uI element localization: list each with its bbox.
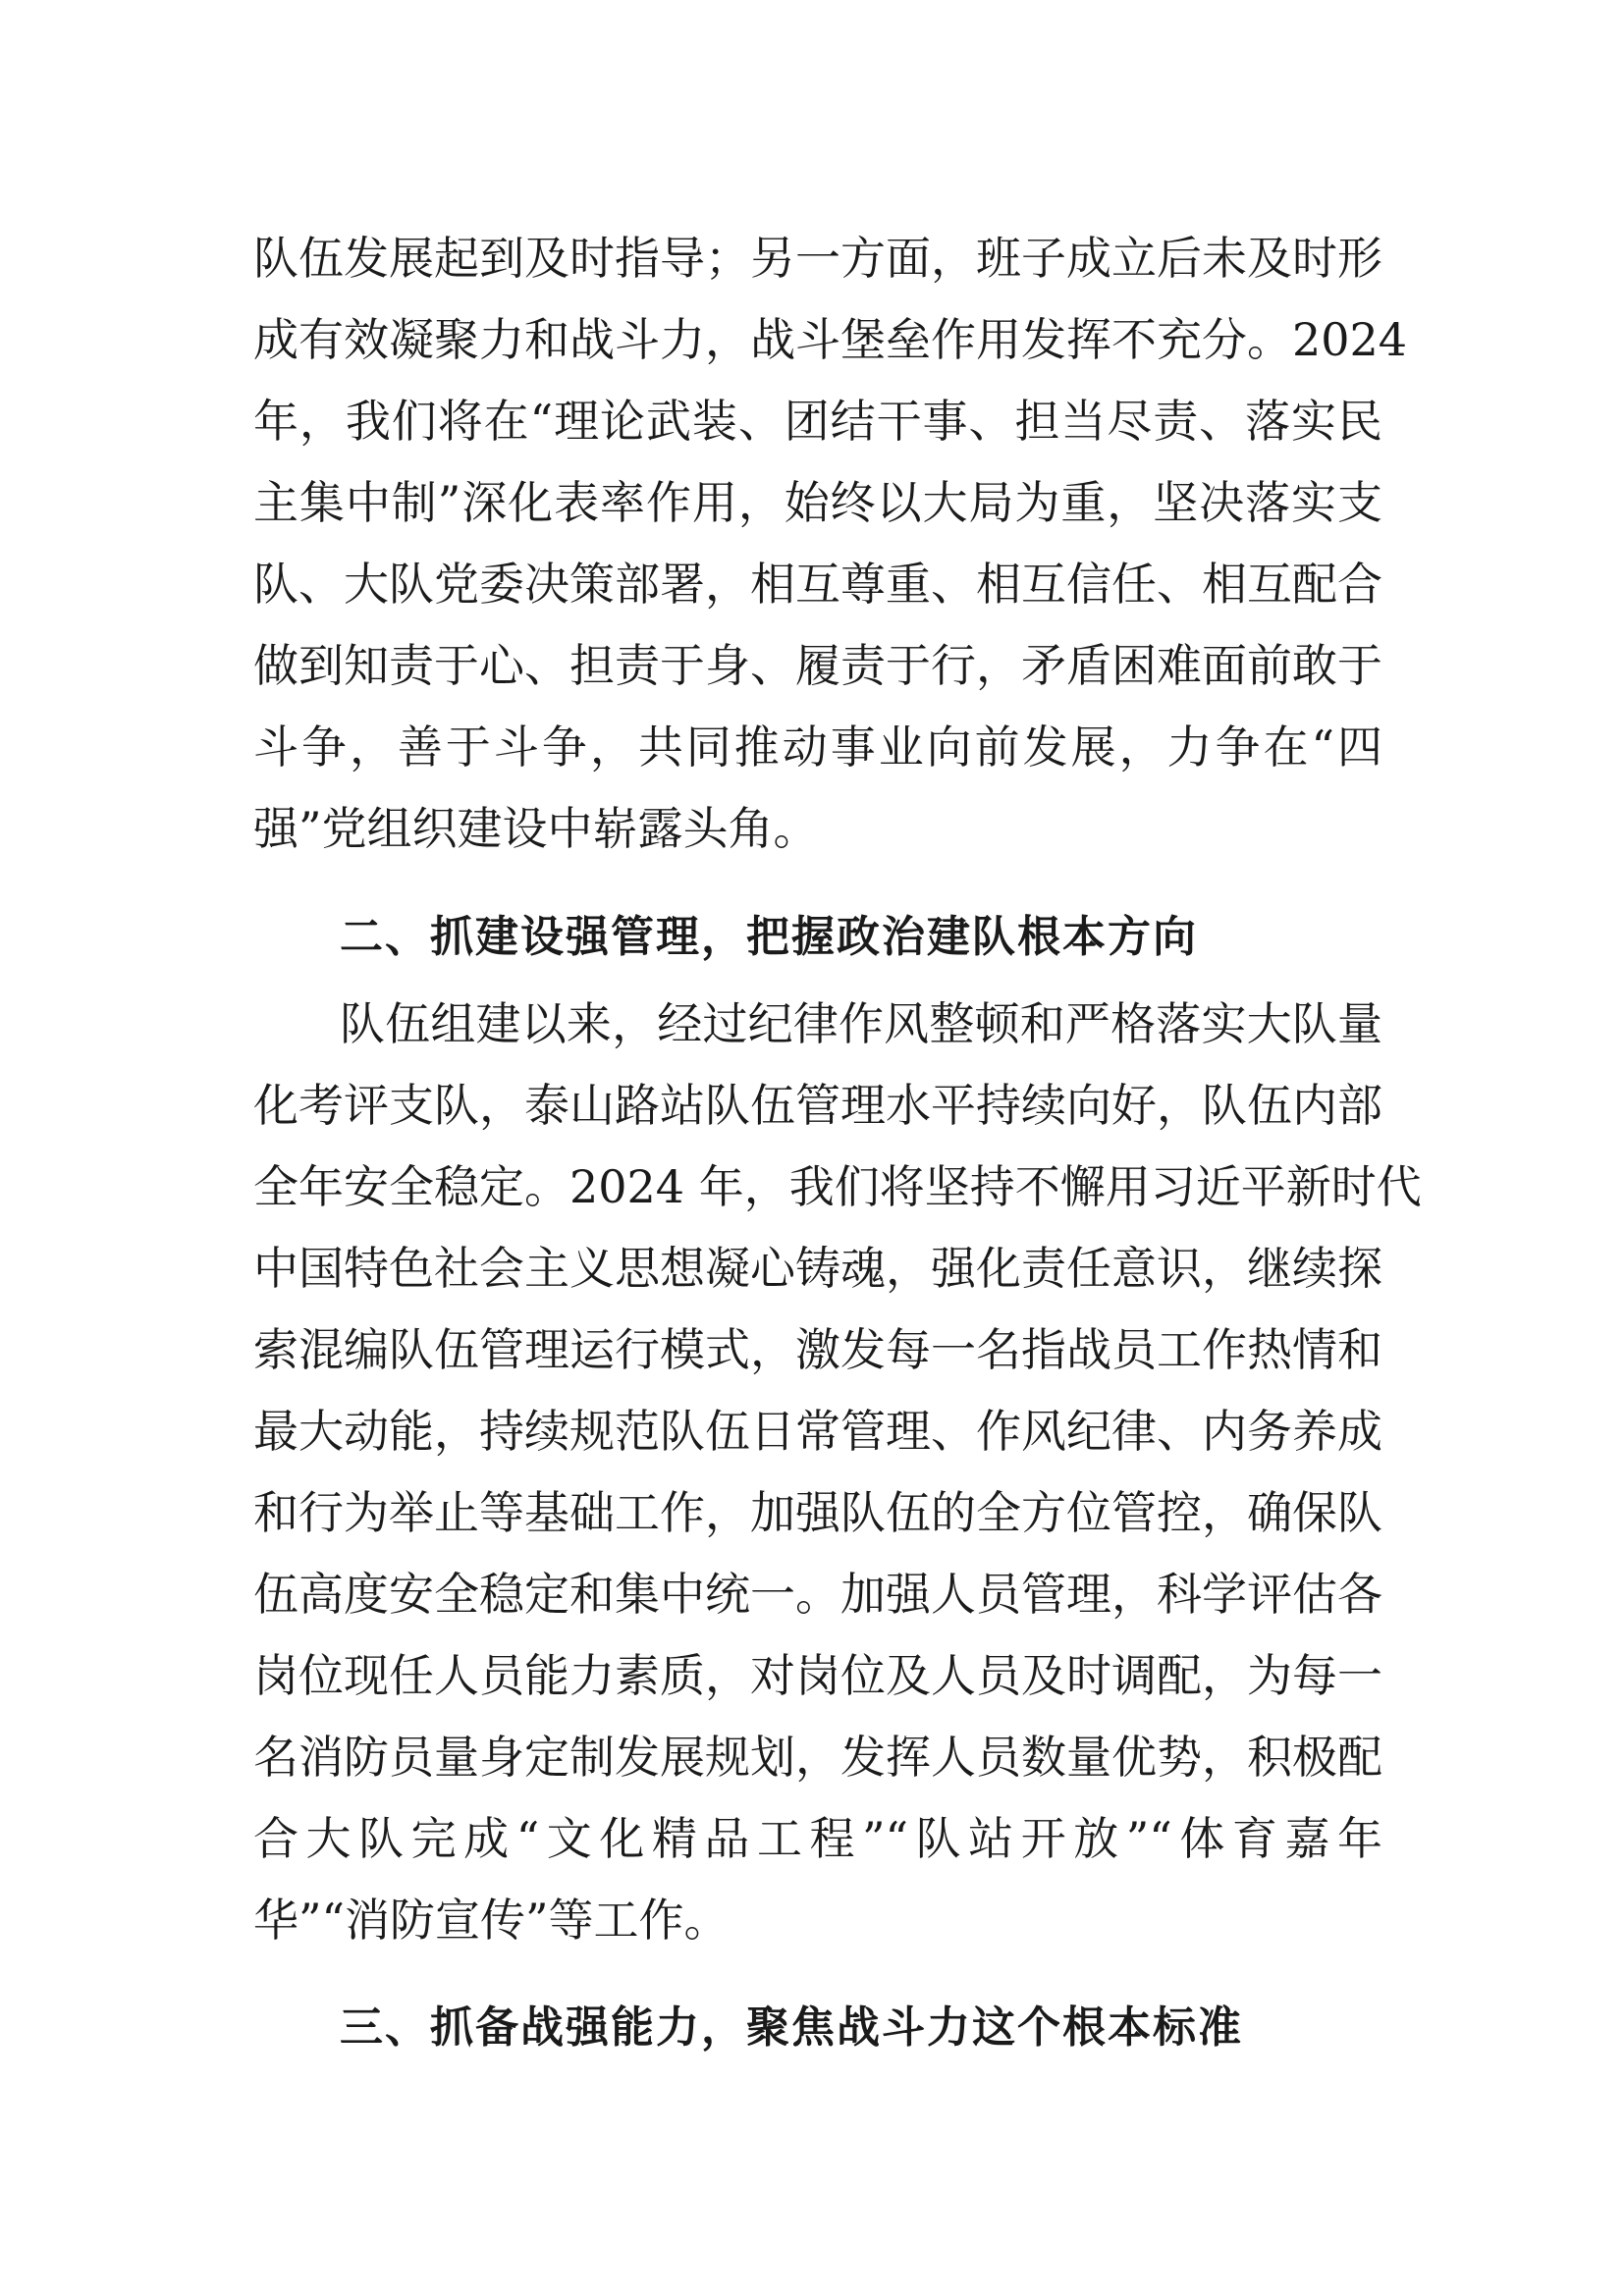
paragraph-line: 华”“消防宣传”等工作。 xyxy=(253,1894,730,1947)
paragraph-line: 斗争，善于斗争，共同推动事业向前发展，力争在“四 xyxy=(253,721,1382,774)
paragraph-line: 强”党组织建设中崭露头角。 xyxy=(253,802,819,855)
paragraph-line: 合大队完成“文化精品工程”“队站开放”“体育嘉年 xyxy=(253,1812,1382,1865)
paragraph-line: 做到知责于心、担责于身、履责于行，矛盾困难面前敢于 xyxy=(253,639,1382,692)
paragraph-line: 成有效凝聚力和战斗力，战斗堡垒作用发挥不充分。2024 xyxy=(253,313,1408,366)
paragraph-line: 队伍组建以来，经过纪律作风整顿和严格落实大队量 xyxy=(340,997,1382,1050)
paragraph-line: 队伍发展起到及时指导；另一方面，班子成立后未及时形 xyxy=(253,232,1382,285)
paragraph-line: 全年安全稳定。2024 年，我们将坚持不懈用习近平新时代 xyxy=(253,1160,1422,1213)
section-heading-2: 二、抓建设强管理，把握政治建队根本方向 xyxy=(340,912,1198,962)
paragraph-line: 年，我们将在“理论武装、团结干事、担当尽责、落实民 xyxy=(253,395,1382,448)
paragraph-line: 伍高度安全稳定和集中统一。加强人员管理，科学评估各 xyxy=(253,1568,1382,1621)
paragraph-line: 化考评支队，泰山路站队伍管理水平持续向好，队伍内部 xyxy=(253,1079,1382,1132)
paragraph-line: 主集中制”深化表率作用，始终以大局为重，坚决落实支 xyxy=(253,476,1382,529)
paragraph-line: 岗位现任人员能力素质，对岗位及人员及时调配，为每一 xyxy=(253,1649,1382,1702)
paragraph-line: 和行为举止等基础工作，加强队伍的全方位管控，确保队 xyxy=(253,1486,1382,1539)
paragraph-line: 索混编队伍管理运行模式，激发每一名指战员工作热情和 xyxy=(253,1323,1382,1376)
section-heading-3: 三、抓备战强能力，聚焦战斗力这个根本标准 xyxy=(340,2002,1243,2053)
paragraph-line: 最大动能，持续规范队伍日常管理、作风纪律、内务养成 xyxy=(253,1405,1382,1458)
paragraph-line: 名消防员量身定制发展规划，发挥人员数量优势，积极配 xyxy=(253,1731,1382,1784)
paragraph-line: 队、大队党委决策部署，相互尊重、相互信任、相互配合 xyxy=(253,558,1382,611)
paragraph-line: 中国特色社会主义思想凝心铸魂，强化责任意识，继续探 xyxy=(253,1242,1382,1295)
